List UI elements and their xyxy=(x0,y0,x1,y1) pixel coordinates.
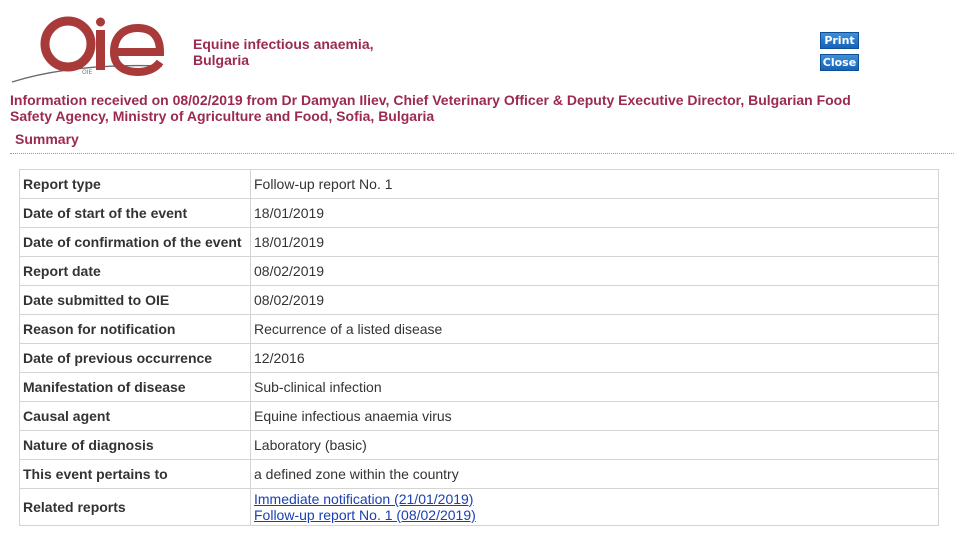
immediate-notification-link[interactable]: Immediate notification (21/01/2019) xyxy=(254,491,474,507)
table-row-related-reports xyxy=(20,489,939,526)
table-row xyxy=(20,199,939,228)
row-label: Date of start of the event xyxy=(20,199,251,228)
oie-logo xyxy=(10,14,170,86)
row-label: Report date xyxy=(20,257,251,286)
table-row xyxy=(20,170,939,199)
summary-heading: Summary xyxy=(15,131,79,147)
row-label: Manifestation of disease xyxy=(20,373,251,402)
table-row xyxy=(20,344,939,373)
section-divider xyxy=(10,153,954,154)
row-label: This event pertains to xyxy=(20,460,251,489)
row-value: 08/02/2019 xyxy=(251,286,939,315)
page-title xyxy=(193,36,374,68)
logo-wordmark: OIE xyxy=(82,69,93,76)
row-label: Date of confirmation of the event xyxy=(20,228,251,257)
row-value: a defined zone within the country xyxy=(251,460,939,489)
country-name: Bulgaria xyxy=(193,52,250,68)
row-value: 12/2016 xyxy=(251,344,939,373)
table-row xyxy=(20,315,939,344)
table-row xyxy=(20,257,939,286)
table-row xyxy=(20,228,939,257)
row-value: 18/01/2019 xyxy=(251,228,939,257)
row-label: Nature of diagnosis xyxy=(20,431,251,460)
row-label: Date submitted to OIE xyxy=(20,286,251,315)
close-button[interactable]: Close xyxy=(820,54,859,71)
row-label: Related reports xyxy=(20,489,251,526)
follow-up-report-link[interactable]: Follow-up report No. 1 (08/02/2019) xyxy=(254,507,476,523)
row-label: Report type xyxy=(20,170,251,199)
row-value: Equine infectious anaemia virus xyxy=(251,402,939,431)
row-value: Follow-up report No. 1 xyxy=(251,170,939,199)
row-value: 08/02/2019 xyxy=(251,257,939,286)
related-links-cell xyxy=(251,489,939,526)
table-row xyxy=(20,286,939,315)
table-row xyxy=(20,460,939,489)
row-label: Reason for notification xyxy=(20,315,251,344)
information-received-text: Information received on 08/02/2019 from Dr Damyan Iliev, Chief Veterinary Officer & Deputy Executive Director, Bulgarian Food Safety Agency, Ministry of Agriculture and Food, Sofia, Bulgaria xyxy=(10,92,851,124)
row-value: Sub-clinical infection xyxy=(251,373,939,402)
table-row xyxy=(20,373,939,402)
row-label: Date of previous occurrence xyxy=(20,344,251,373)
disease-name: Equine infectious anaemia, xyxy=(193,36,374,52)
table-row xyxy=(20,431,939,460)
table-row xyxy=(20,402,939,431)
row-value: Recurrence of a listed disease xyxy=(251,315,939,344)
row-label: Causal agent xyxy=(20,402,251,431)
print-button[interactable]: Print xyxy=(820,32,859,49)
summary-table xyxy=(19,169,939,526)
row-value: Laboratory (basic) xyxy=(251,431,939,460)
report-header xyxy=(0,0,960,88)
row-value: 18/01/2019 xyxy=(251,199,939,228)
